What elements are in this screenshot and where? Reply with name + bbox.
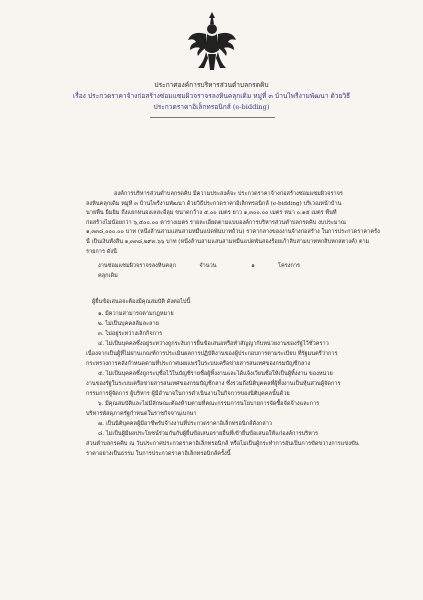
qualifications-section [86, 297, 386, 459]
paragraph-line: ลงหินคลุกเดิม หมู่ที่ ๓ บ้านไพรีงามพัฒนา ด้วยวิธีประกวดราคาอิเล็กทรอนิกส์ (e-bidding) บริเวณหน้าบ้าน [86, 200, 342, 207]
list-item: ๒. ไม่เป็นบุคคลล้มละลาย [98, 321, 159, 327]
paragraph-line: นายพื้น ยิ้มยิ่ม ถึงแยกหนองเลสะอีลุม ขนาดกว้าง ๕.๐๐ เมตร ยาว ๑,๓๐๐.๐๐ เมตร หนา ๐.๑๕ เมตร พื้นที่ [86, 210, 337, 217]
table-row [86, 262, 386, 272]
paragraph-line: รายการ ดังนี้ [86, 248, 117, 255]
announcement-header [40, 80, 383, 113]
unit-label: โครงการ [278, 263, 301, 269]
list-item-cont: กระทรวงการคลังกำหนดตามที่ประกาศเผยแพร่ในระบบเครือข่ายสารสนเทศของกรมบัญชีกลาง [86, 361, 311, 367]
item-name-cont: คลุกเดิม [98, 272, 118, 279]
paragraph-line: ๑,๓๓๘,๐๐๐.๐๐ บาท (หนึ่งล้านสามแสนสามหมื่นแปดพันบาทถ้วน) ราคากลางของงานจ้างก่อสร้าง ในการประกวดราคาครั้ง [86, 229, 380, 236]
header-subject-line-2: ประกวดราคาอิเล็กทรอนิกส์ (e-bidding) [153, 103, 270, 111]
item-name: งานซ่อมแซมผิวจราจรลงหินคลุก [98, 263, 176, 269]
list-item-cont: บริหารพัสดุภาครัฐกำหนดในราชกิจจานุเบกษา [86, 411, 197, 417]
paragraph-line: นี้ เป็นเงินทั้งสิ้น ๑,๓๓๘,๒๙๓.๖๖ บาท (หนึ่งล้านสามแสนสามหมื่นแปดพันสองร้อยเก้าสิบสามบาทหกสิบหกสตางค์) ตาม [86, 238, 370, 245]
list-item-cont: ราคาอย่างเป็นธรรม ในการประกวดราคาอิเล็กทรอนิกส์ครั้งนี้ [86, 451, 231, 457]
list-item: ๗. เป็นนิติบุคคลผู้มีอาชีพรับจ้างงานที่ประกวดราคาอิเล็กทรอนิกส์ดังกล่าว [98, 421, 272, 427]
list-item-cont: ส่วนตำบลกรดคิบ ณ วันประกาศประกวดราคาอิเล็กทรอนิกส์ หรือไม่เป็นผู้กระทำการอันเป็นการขัดขวางการแข่งขัน [86, 441, 359, 447]
list-item-cont: เนื่องจากเป็นผู้ที่ไม่ผ่านเกณฑ์การประเมินผลการปฏิบัติงานของผู้ประกอบการตามระเบียบ ที่รัฐมนตรีว่าการ [86, 351, 338, 357]
paragraph-line: องค์การบริหารส่วนตำบลกรดคิบ มีความประสงค์จะ ประกวดราคาจ้างก่อสร้างซ่อมแซมผิวจราจร [114, 191, 343, 197]
list-item: ๓. ไม่อยู่ระหว่างเลิกกิจการ [98, 331, 163, 337]
header-subject-line: เรื่อง ประกวดราคาจ้างก่อสร้างซ่อมแซมผิวจราจรลงหินคลุกเดิม หมู่ที่ ๓ บ้านไพรีงามพัฒนา ด้วยวิธี [72, 92, 351, 100]
header-line-1: ประกาศองค์การบริหารส่วนตำบลกรดคิบ [154, 81, 269, 89]
list-item-cont: กรรมการผู้จัดการ ผู้บริหาร ผู้มีอำนาจในการดำเนินงานในกิจการของนิติบุคคลนั้นด้วย [86, 391, 290, 397]
qualifications-heading: ผู้ยื่นข้อเสนอจะต้องมีคุณสมบัติ ดังต่อไปนี้ [92, 299, 191, 305]
garuda-emblem-icon [186, 10, 238, 74]
intro-paragraph [86, 190, 386, 257]
list-item: ๘. ไม่เป็นผู้มีผลประโยชน์ร่วมกันกับผู้ยื่นข้อเสนอรายอื่นที่เข้ายื่นข้อเสนอให้แก่องค์การบริหาร [98, 431, 318, 437]
paragraph-line: ก่อสร้างไม่น้อยกว่า ๖,๕๐๐.๐๐ ตารางเมตร รายละเอียดตามแบบองค์การบริหารส่วนตำบลกรดคิบ งบประมาณ [86, 219, 346, 226]
qty-value: ๑ [251, 263, 255, 269]
list-item: ๖. มีคุณสมบัติและไม่มีลักษณะต้องห้ามตามที่คณะกรรมการนโยบายการจัดซื้อจัดจ้างและการ [98, 401, 320, 407]
header-divider [150, 117, 275, 118]
list-item-cont: งานของรัฐในระบบเครือข่ายสารสนเทศของกรมบัญชีกลาง ซึ่งรวมถึงนิติบุคคลที่ผู้ทิ้งงานเป็นหุ้นส่วนผู้จัดการ [86, 381, 341, 387]
list-item: ๑. มีความสามารถตามกฎหมาย [98, 311, 174, 317]
table-row [86, 272, 386, 282]
list-item: ๕. ไม่เป็นบุคคลซึ่งถูกระบุชื่อไว้ในบัญชีรายชื่อผู้ทิ้งงานและได้แจ้งเวียนชื่อให้เป็นผู้ทิ้งงาน ของหน่วย [98, 371, 333, 377]
list-item: ๔. ไม่เป็นบุคคลซึ่งอยู่ระหว่างถูกระงับการยื่นข้อเสนอหรือทำสัญญากับหน่วยงานของรัฐไว้ชั่วคราว [98, 341, 329, 347]
qty-label: จำนวน [199, 263, 217, 269]
item-table [86, 262, 386, 281]
